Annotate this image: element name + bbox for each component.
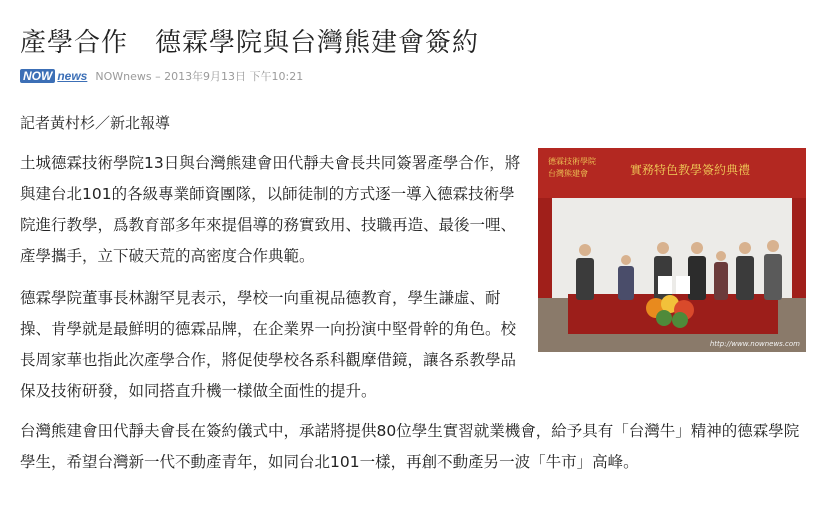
banner-right-text: 實務特色教學簽約典禮 [630,163,751,177]
paragraph-1: 土城德霖技術學院13日與台灣熊建會田代靜夫會長共同簽署產學合作，將與建台北101的各級專業師資團隊，以師徒制的方式逐一導入德霖技術學院進行教學，爲教育部多年來提倡導的務實致用、技職再造、最後一哩、產學攜手，立下破天荒的高密度合作典範。 [20,154,521,265]
banner-left-text-2: 台灣熊建會 [548,169,588,178]
banner-left-text: 德霖技術學院 [548,157,596,166]
source-line: NOWnews – 2013年9月13日 下午10:21 [95,70,304,83]
paragraph-2: 德霖學院董事長林謝罕見表示，學校一向重視品德教育，學生謙虛、耐操、肯學就是最鮮明的德霖品牌，在企業界一向扮演中堅骨幹的角色。校長周家華也指此次產學合作，將促使學校各系科觀摩借鏡，讓各系教學品保及技術研發，如同搭直升機一樣做全面性的提升。 [20,289,517,400]
article-title: 產學合作 德霖學院與台灣熊建會簽約 [20,28,480,58]
signing-ceremony-photo[interactable] [538,148,806,352]
photo-illustration [538,148,806,352]
nownews-logo[interactable]: NOW news [20,69,87,83]
photo-watermark: http://www.nownews.com [709,340,800,348]
article-meta [20,68,303,84]
reporter-byline: 記者黃村杉／新北報導 [20,114,171,132]
paragraph-3: 台灣熊建會田代靜夫會長在簽約儀式中，承諾將提供80位學生實習就業機會，給予具有「台灣牛」精神的德霖學院學生，希望台灣新一代不動產青年，如同台北101一樣，再創不動產另一波「牛市」高峰。 [20,422,800,471]
